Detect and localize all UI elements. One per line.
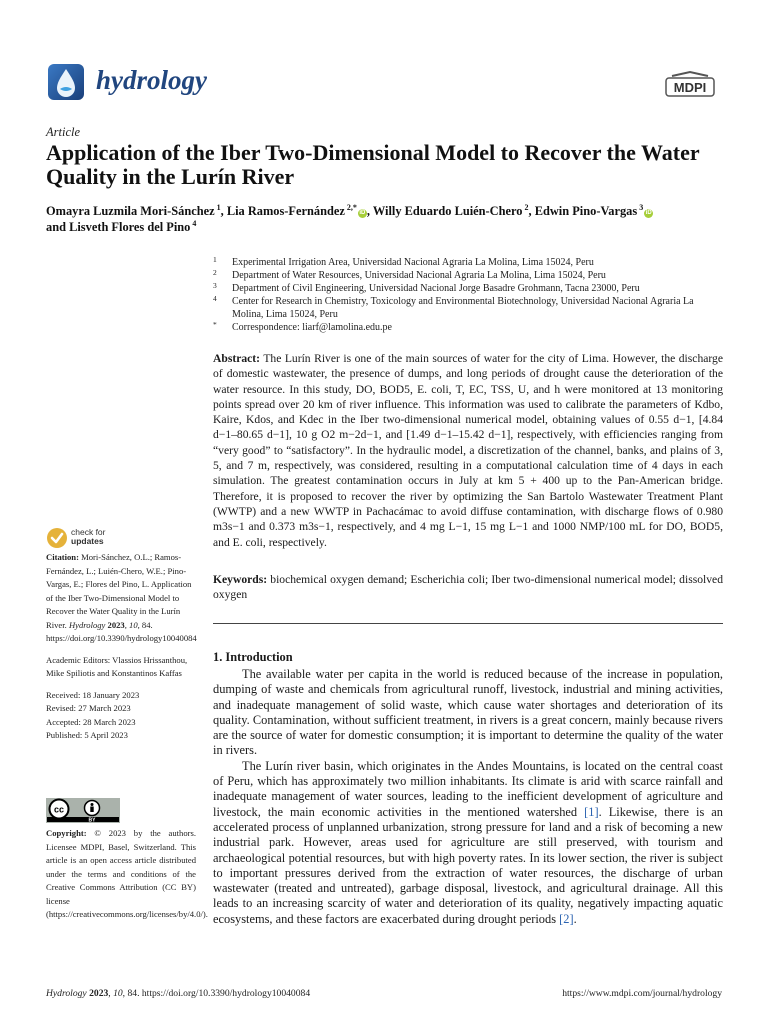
abstract	[213, 351, 723, 550]
author-conjunction: and	[46, 220, 66, 234]
cc-by-label: BY	[88, 817, 96, 823]
article-title: Application of the Iber Two-Dimensional Model to Recover the Water Quality in the Lurín River	[46, 140, 700, 189]
publisher-name: MDPI	[673, 80, 707, 95]
mdpi-logo[interactable]	[664, 70, 716, 98]
cc-by-license-badge[interactable]	[46, 798, 120, 823]
citation-link[interactable]: [2]	[559, 911, 574, 926]
author-name: Edwin Pino-Vargas	[534, 204, 638, 218]
check-updates-icon	[46, 527, 68, 549]
article-type: Article	[46, 125, 81, 139]
check-for-updates-badge[interactable]	[46, 527, 126, 549]
affiliation-item	[213, 256, 723, 269]
affiliation-number: 2	[213, 268, 217, 277]
affiliation-text: Correspondence: liarf@lamolina.edu.pe	[232, 322, 392, 333]
keywords-label: Keywords:	[213, 573, 268, 586]
affiliation-number: 4	[213, 294, 217, 303]
affiliation-item	[213, 295, 723, 321]
author-sup: 3	[639, 202, 644, 212]
copyright-text: © 2023 by the authors. Licensee MDPI, Basel, Switzerland. This article is an open access article distributed under the terms and conditions of the Creative Commons Attribution (CC BY) license (https://creativecommons.org/licenses/by/4.0/).	[46, 828, 208, 919]
affiliation-text: Center for Research in Chemistry, Toxicology and Environmental Biotechnology, Universidad Nacional Agraria La Molina, Lima 15024, Peru	[232, 296, 694, 320]
citation-link[interactable]: [1]	[584, 804, 599, 819]
citation-label: Citation:	[46, 552, 79, 562]
paragraph-text: The Lurín river basin, which originates in the Andes Mountains, is located on the central coast of Peru, which has approximately two million inhabitants. Its climate is arid with scarce rainfall and inadequate management of water sources, leading to the inefficient development of agriculture and livestock, the main economic activities in the mentioned watershed	[213, 758, 723, 819]
author-sup: 2	[524, 202, 529, 212]
keywords-text: biochemical oxygen demand; Escherichia coli; Iber two-dimensional numerical model; dissolved oxygen	[213, 573, 723, 602]
section-divider	[213, 623, 723, 624]
sidebar-info	[46, 551, 198, 743]
paragraph-text: . Likewise, there is an accelerated process of unplanned urbanization, strong pressure for land and a risk of becoming a new industrial park. However, areas used for agriculture are still preserved, with tourism and archaeological potential resources, but with high poverty rates. In its lower section, the river is subject to important pressures derived from the extraction of water resources, the discharge of urban wastewater (treated and untreated), garbage disposal, livestock, and agricultural drainage. All this leads to an increasing scarcity of water and deterioration of its quality, negatively impacting aquatic ecosystems, and these factors are exacerbated during drought periods	[213, 804, 723, 926]
abstract-label: Abstract:	[213, 352, 261, 365]
journal-logo[interactable]	[46, 62, 346, 102]
author-sup: 1	[216, 202, 221, 212]
footer-year: 2023	[89, 988, 109, 999]
author-name: Lia Ramos-Fernández	[226, 204, 345, 218]
water-drop-icon	[46, 62, 86, 102]
orcid-icon[interactable]: iD	[645, 210, 652, 216]
author-name: Omayra Luzmila Mori-Sánchez	[46, 204, 215, 218]
affiliation-number: 1	[213, 255, 217, 264]
author-list: Omayra Luzmila Mori-Sánchez $^1$, Lia Ramos-Fernández $^{2,*}$iD , Willy Eduardo Luién-Chero $^2$, Edwin Pino-Vargas $^3$iD and Lisveth Flores del Pino $^4$	[46, 202, 652, 234]
academic-editors: Academic Editors: Vlassios Hrissanthou, Mike Spiliotis and Konstantinos Kaffas	[46, 654, 188, 678]
affiliation-item	[213, 282, 723, 295]
keywords	[213, 572, 723, 603]
svg-text:cc: cc	[53, 804, 65, 815]
affiliations	[213, 256, 723, 334]
affiliation-text: Department of Water Resources, Universidad Nacional Agraria La Molina, Lima 15024, Peru	[232, 270, 606, 281]
introduction-body	[213, 667, 723, 927]
journal-name: hydrology	[96, 65, 207, 95]
affiliation-item	[213, 269, 723, 282]
correspondence[interactable]	[213, 321, 723, 334]
orcid-icon[interactable]: iD	[359, 210, 366, 216]
citation-text: Mori-Sánchez, O.L.; Ramos-Fernández, L.; Luién-Chero, W.E.; Pino-Vargas, E.; Flores del Pino, L. Application of the Iber Two-Dimensional Model to Recover the Water Quality in the Lurín River.	[46, 552, 192, 630]
footer-journal-url[interactable]: https://www.mdpi.com/journal/hydrology	[562, 988, 722, 999]
copyright-notice	[46, 827, 208, 922]
citation-doi[interactable]: , 84. https://doi.org/10.3390/hydrology10040084	[46, 619, 197, 643]
affiliation-text: Experimental Irrigation Area, Universidad Nacional Agraria La Molina, Lima 15024, Peru	[232, 257, 594, 268]
author-name: Willy Eduardo Luién-Chero	[372, 204, 523, 218]
citation-journal: Hydrology	[68, 619, 106, 630]
citation-volume: 10	[129, 619, 138, 630]
citation-year: 2023	[107, 619, 125, 630]
check-label: check for	[71, 527, 106, 537]
abstract-text-part1: The Lurín River is one of the main sources of water for the city of Lima. However, the discharge of domestic wastewater, the presence of dumps, and long periods of drought cause the deterioration of the water resource. In this study, DO, BOD5, E. coli, T, EC, TSS, U, and h were monitored at 13 monitoring points spread over 20 km of river influence. This information was used to calibrate the parameters of Kdbo, Kaire, Kdos, and Kdec in the Iber two-dimensional numerical model, obtaining values of 0.55 d−1, [4.84 d−1–80.65 d−1], 10 g O2 m−2d−1, and [1.49 d−1–15.42 d−1], respectively, with efficiencies ranging from “very good” to “satisfactory”.	[213, 352, 723, 457]
date-published: Published: 5 April 2023	[46, 730, 128, 740]
affiliation-number: 3	[213, 281, 217, 290]
paragraph	[213, 759, 723, 927]
author-sup: 2,*	[346, 202, 357, 212]
footer-doi[interactable]: , 84. https://doi.org/10.3390/hydrology10040084	[122, 988, 311, 999]
date-received: Received: 18 January 2023	[46, 689, 140, 700]
author-sup: 4	[192, 218, 197, 228]
section-heading: 1. Introduction	[213, 650, 293, 664]
affiliation-text: Department of Civil Engineering, Universidad Nacional Jorge Basadre Grohmann, Tacna 23000, Peru	[232, 283, 640, 294]
footer-journal: Hydrology	[46, 988, 87, 999]
date-revised: Revised: 27 March 2023	[46, 703, 131, 713]
author-name: Lisveth Flores del Pino	[69, 220, 191, 234]
paragraph: The available water per capita in the world is reduced because of the increase in population, dumping of waste and chemicals from agricultural runoff, livestock, industrial and mining activities, and inadequate management of solid waste, which cause water shortages and deterioration of its quality. Contamination, without sufficient treatment, in rivers is a great concern, mainly because rivers are the source of water for domestic consumption; it is important to determine the quality of the water in rivers.	[213, 667, 723, 758]
abstract-text-part2: In the hydraulic model, a discretization of the channel, banks, and plains of 3, 5, and 7 m, respectively, was considered, resulting in a computational calculation time of 4 days in each simulation. The greatest contamination occurs in July at km 5 + 400 up to the Pan-American bridge. Therefore, it is proposed to recover the river by optimizing the San Bartolo Wastewater Treatment Plant (WWTP) and a new WWTP in Pachacámac to avoid diffuse contamination, with discharge flows of 0.980 m3s−1 and 0.373 m3s−1, respectively, and 4 mg L−1, 15 mg L−1 and 1000 NMP/100 mL for DO, BOD5, and E. coli, respectively.	[213, 443, 723, 549]
citation-block: Citation: Mori-Sánchez, O.L.; Ramos-Fernández, L.; Luién-Chero, W.E.; Pino-Vargas, E.; Flores del Pino, L. Application of the Iber Two-Dimensional Model to Recover the Water Quality in the Lurín River. Hydrology 2023, 10, 84. https://doi.org/10.3390/hydrology10040084	[46, 552, 197, 643]
footer-volume: 10	[113, 988, 123, 999]
paragraph-text: .	[573, 911, 577, 926]
footer-citation: Hydrology 2023, 10, 84. https://doi.org/10.3390/hydrology10040084	[46, 988, 311, 999]
copyright-label: Copyright:	[46, 828, 87, 838]
date-accepted: Accepted: 28 March 2023	[46, 716, 136, 727]
updates-label: updates	[71, 536, 104, 546]
affiliation-number: *	[213, 320, 217, 329]
